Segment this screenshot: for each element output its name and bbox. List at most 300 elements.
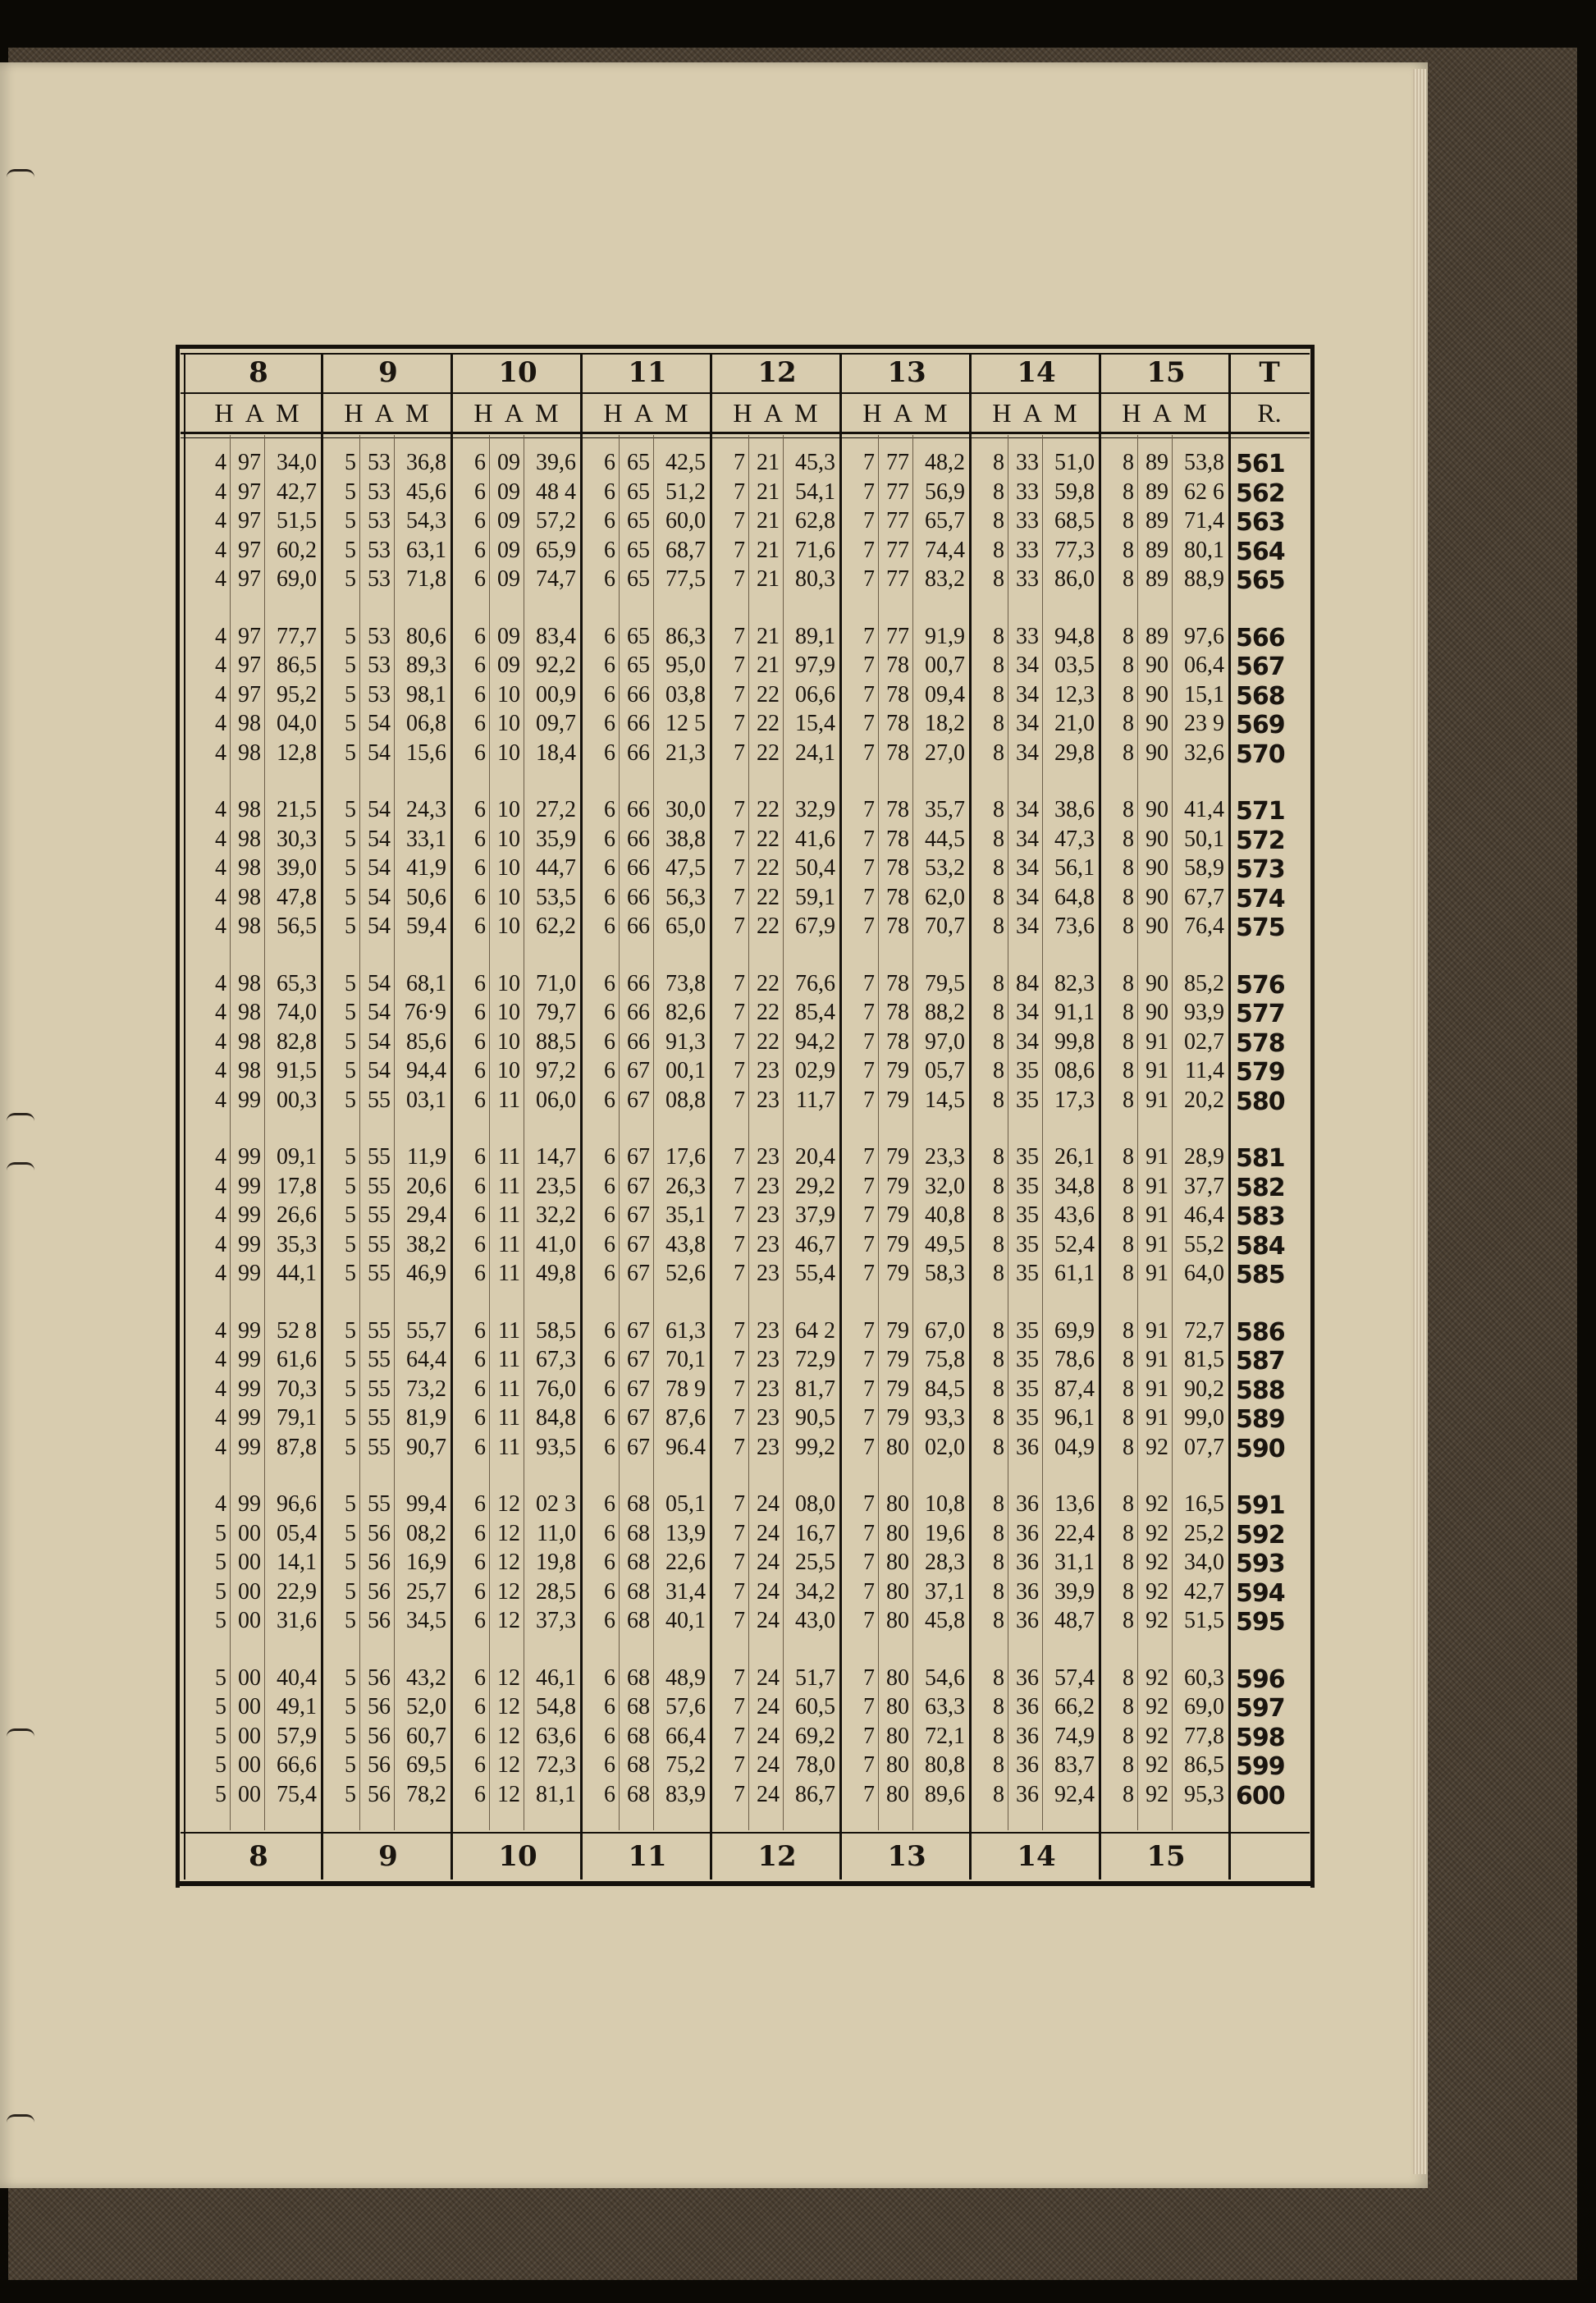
hour-value: 7 (734, 1723, 745, 1749)
second-value: 86,5 (1184, 1752, 1224, 1778)
second-value: 18,4 (536, 739, 576, 766)
second-value: 23,5 (536, 1173, 576, 1199)
minute-value: 56 (368, 1752, 391, 1778)
hour-value: 5 (345, 1723, 356, 1749)
column-separator (1228, 353, 1231, 1879)
second-value: 09,4 (925, 681, 965, 707)
minute-value: 35 (1016, 1405, 1039, 1431)
minute-value: 10 (497, 739, 520, 766)
minute-value: 22 (757, 855, 780, 881)
second-value: 74,7 (536, 566, 576, 592)
table-bottom-border-outer (176, 1881, 1315, 1886)
hour-value: 4 (215, 1376, 226, 1402)
minute-value: 98 (238, 1028, 261, 1055)
hour-value: 7 (863, 1608, 875, 1633)
row-number-r: 568 (1236, 681, 1285, 711)
second-value: 05,4 (277, 1520, 317, 1546)
second-value: 21,0 (1054, 711, 1095, 736)
second-value: 13,9 (665, 1520, 706, 1546)
second-value: 54,8 (536, 1694, 576, 1719)
minute-value: 54 (368, 884, 391, 910)
ham-subheader: H A M (214, 398, 303, 428)
ham-subheader: H A M (473, 398, 562, 428)
minute-value: 12 (497, 1608, 520, 1633)
row-number-r: 578 (1236, 1028, 1285, 1058)
minute-value: 10 (497, 913, 520, 939)
hour-value: 6 (604, 1664, 615, 1691)
second-value: 31,4 (665, 1578, 706, 1605)
second-value: 91,1 (1054, 1000, 1095, 1025)
hour-value: 6 (604, 623, 615, 649)
minute-value: 22 (757, 970, 780, 996)
hour-value: 4 (215, 1317, 226, 1344)
hour-value: 8 (1123, 566, 1134, 592)
second-value: 32,6 (1184, 739, 1224, 766)
second-value: 84,5 (925, 1376, 965, 1402)
hour-value: 7 (863, 1781, 875, 1807)
second-value: 43,0 (795, 1608, 835, 1633)
second-value: 99,0 (1184, 1405, 1224, 1431)
second-value: 76,4 (1184, 913, 1224, 939)
minute-value: 53 (368, 537, 391, 563)
hour-value: 5 (215, 1723, 226, 1749)
second-value: 53,5 (536, 884, 576, 910)
row-number-r: 576 (1236, 970, 1285, 1000)
second-value: 83,2 (925, 566, 965, 592)
hour-value: 7 (734, 1000, 745, 1025)
column-number-footer: 15 (1146, 1840, 1186, 1873)
minute-value: 33 (1016, 623, 1039, 649)
minute-value: 00 (238, 1694, 261, 1719)
second-value: 00,1 (665, 1058, 706, 1083)
minute-value: 99 (238, 1491, 261, 1517)
minute-value: 23 (757, 1261, 780, 1286)
hour-value: 6 (474, 1405, 486, 1431)
minute-value: 92 (1146, 1752, 1168, 1778)
hour-value: 4 (215, 913, 226, 939)
hour-value: 7 (863, 1578, 875, 1605)
hour-value: 8 (993, 1173, 1004, 1199)
hour-value: 7 (734, 1491, 745, 1517)
second-value: 58,9 (1184, 855, 1224, 881)
minute-value: 90 (1146, 1000, 1168, 1025)
minute-value: 36 (1016, 1723, 1039, 1749)
minute-value: 34 (1016, 797, 1039, 822)
hour-value: 6 (474, 623, 486, 649)
hour-value: 6 (604, 1317, 615, 1344)
hour-value: 8 (993, 1550, 1004, 1575)
minute-value: 92 (1146, 1491, 1168, 1517)
minute-value: 78 (886, 652, 909, 678)
second-value: 11,0 (537, 1520, 576, 1546)
second-value: 22,4 (1054, 1520, 1095, 1546)
minute-value: 67 (627, 1261, 650, 1286)
minute-value: 90 (1146, 681, 1168, 707)
minute-value: 68 (627, 1694, 650, 1719)
hour-value: 7 (863, 1434, 875, 1460)
minute-value: 55 (368, 1202, 391, 1228)
hour-value: 5 (345, 970, 356, 996)
second-value: 67,7 (1184, 884, 1224, 910)
minute-value: 53 (368, 566, 391, 592)
minute-value: 09 (497, 566, 520, 592)
minute-value: 99 (238, 1202, 261, 1228)
hour-value: 8 (1123, 1723, 1134, 1749)
minute-value: 10 (497, 1058, 520, 1083)
hour-value: 7 (734, 1144, 745, 1170)
hour-value: 4 (215, 797, 226, 822)
second-value: 78,2 (406, 1781, 446, 1807)
second-value: 76,0 (536, 1376, 576, 1402)
hour-value: 6 (474, 1578, 486, 1605)
hour-value: 7 (734, 1664, 745, 1691)
second-value: 99,4 (406, 1491, 446, 1517)
hour-value: 5 (215, 1608, 226, 1633)
second-value: 69,5 (406, 1752, 446, 1778)
hour-value: 6 (474, 1752, 486, 1778)
second-value: 81,9 (406, 1405, 446, 1431)
hour-value: 7 (863, 1550, 875, 1575)
hour-value: 7 (734, 566, 745, 592)
second-value: 60,0 (665, 508, 706, 533)
second-value: 54,6 (925, 1664, 965, 1691)
second-value: 51,2 (665, 478, 706, 505)
hour-value: 5 (345, 1376, 356, 1402)
second-value: 11,4 (1185, 1058, 1224, 1083)
last-column-mark: T (1259, 356, 1280, 389)
second-value: 99,8 (1054, 1028, 1095, 1055)
hour-value: 8 (993, 1317, 1004, 1344)
minute-value: 11 (498, 1317, 520, 1344)
hour-value: 4 (215, 1261, 226, 1286)
minute-value: 54 (368, 826, 391, 852)
hour-value: 8 (1123, 1144, 1134, 1170)
hour-value: 8 (1123, 1434, 1134, 1460)
row-number-r: 585 (1236, 1261, 1285, 1289)
second-value: 98,1 (406, 681, 446, 707)
minute-value: 80 (886, 1664, 909, 1691)
hour-value: 7 (734, 1405, 745, 1431)
hour-value: 6 (474, 797, 486, 822)
row-number-r: 564 (1236, 537, 1285, 566)
minute-value: 66 (627, 884, 650, 910)
minute-value: 11 (498, 1376, 520, 1402)
column-number-footer: 14 (1017, 1840, 1056, 1873)
hour-value: 7 (734, 652, 745, 678)
row-number-r: 566 (1236, 623, 1285, 652)
minute-value: 12 (497, 1578, 520, 1605)
second-value: 14,7 (536, 1144, 576, 1170)
minute-value: 99 (238, 1347, 261, 1372)
minute-value: 90 (1146, 855, 1168, 881)
second-value: 65,7 (925, 508, 965, 533)
second-value: 61,1 (1054, 1261, 1095, 1286)
hour-value: 7 (863, 1202, 875, 1228)
minute-value: 24 (757, 1752, 780, 1778)
second-value: 77,8 (1184, 1723, 1224, 1749)
hour-value: 7 (863, 1261, 875, 1286)
hour-value: 4 (215, 1491, 226, 1517)
hour-value: 4 (215, 826, 226, 852)
minute-value: 21 (757, 623, 780, 649)
hour-value: 8 (1123, 652, 1134, 678)
second-value: 95,3 (1184, 1781, 1224, 1807)
second-value: 51,5 (277, 508, 317, 533)
minute-value: 34 (1016, 913, 1039, 939)
minute-value: 79 (886, 1261, 909, 1286)
minute-value: 53 (368, 450, 391, 475)
minute-value: 55 (368, 1173, 391, 1199)
minute-value: 97 (238, 681, 261, 707)
hour-value: 8 (1123, 1202, 1134, 1228)
second-value: 03,8 (665, 681, 706, 707)
minute-value: 09 (497, 478, 520, 505)
row-number-r: 600 (1236, 1781, 1285, 1811)
row-number-r: 574 (1236, 884, 1285, 913)
hour-value: 5 (215, 1752, 226, 1778)
second-value: 61,3 (665, 1317, 706, 1344)
hour-value: 7 (863, 1694, 875, 1719)
second-value: 02,0 (925, 1434, 965, 1460)
hour-value: 8 (993, 1491, 1004, 1517)
hour-value: 8 (993, 1608, 1004, 1633)
minute-value: 36 (1016, 1550, 1039, 1575)
second-value: 15,1 (1184, 681, 1224, 707)
second-value: 73,8 (665, 970, 706, 996)
second-value: 12 5 (665, 711, 706, 736)
second-value: 70,7 (925, 913, 965, 939)
column-number-header: 10 (498, 356, 537, 389)
hour-value: 8 (993, 1405, 1004, 1431)
minute-value: 84 (1016, 970, 1039, 996)
row-number-r: 577 (1236, 1000, 1285, 1028)
hour-value: 8 (993, 681, 1004, 707)
second-value: 51,5 (1184, 1608, 1224, 1633)
second-value: 46,7 (795, 1231, 835, 1257)
hour-value: 7 (863, 1491, 875, 1517)
minute-value: 36 (1016, 1664, 1039, 1691)
r-label: R. (1257, 398, 1282, 428)
hour-value: 4 (215, 1000, 226, 1025)
second-value: 51,0 (1054, 450, 1095, 475)
hour-value: 5 (345, 711, 356, 736)
ham-subheader: H A M (733, 398, 821, 428)
second-value: 88,9 (1184, 566, 1224, 592)
second-value: 30,0 (665, 797, 706, 822)
minute-value: 24 (757, 1608, 780, 1633)
minute-value: 34 (1016, 1000, 1039, 1025)
second-value: 41,0 (536, 1231, 576, 1257)
second-value: 54,3 (406, 508, 446, 533)
column-number-header: 15 (1146, 356, 1186, 389)
minute-value: 56 (368, 1781, 391, 1807)
hour-value: 7 (734, 508, 745, 533)
minute-value: 98 (238, 739, 261, 766)
minute-value: 79 (886, 1058, 909, 1083)
minute-value: 22 (757, 826, 780, 852)
minute-value: 97 (238, 450, 261, 475)
minute-value: 55 (368, 1376, 391, 1402)
minute-value: 78 (886, 797, 909, 822)
minute-value: 80 (886, 1781, 909, 1807)
hour-value: 8 (1123, 913, 1134, 939)
hour-value: 5 (345, 1058, 356, 1083)
hour-value: 6 (474, 1608, 486, 1633)
second-value: 34,5 (406, 1608, 446, 1633)
minute-value: 56 (368, 1694, 391, 1719)
second-value: 37,9 (795, 1202, 835, 1228)
minute-value: 34 (1016, 739, 1039, 766)
minute-value: 98 (238, 884, 261, 910)
second-value: 04,9 (1054, 1434, 1095, 1460)
minute-value: 55 (368, 1491, 391, 1517)
hour-value: 7 (863, 1520, 875, 1546)
hour-value: 6 (604, 681, 615, 707)
row-number-r: 587 (1236, 1347, 1285, 1376)
minute-value: 79 (886, 1347, 909, 1372)
second-value: 59,4 (406, 913, 446, 939)
second-value: 81,5 (1184, 1347, 1224, 1372)
minute-value: 24 (757, 1723, 780, 1749)
table-right-border (1310, 345, 1315, 1888)
minute-value: 92 (1146, 1608, 1168, 1633)
hour-value: 8 (1123, 1376, 1134, 1402)
minute-value: 21 (757, 652, 780, 678)
second-value: 47,8 (277, 884, 317, 910)
minute-value: 00 (238, 1608, 261, 1633)
hour-value: 7 (734, 1752, 745, 1778)
second-value: 96.4 (665, 1434, 706, 1460)
hour-value: 8 (1123, 884, 1134, 910)
second-value: 87,8 (277, 1434, 317, 1460)
minute-value: 23 (757, 1376, 780, 1402)
minute-value: 10 (497, 797, 520, 822)
hour-value: 4 (215, 1028, 226, 1055)
second-value: 68,1 (406, 970, 446, 996)
minute-value: 11 (498, 1144, 520, 1170)
hour-value: 8 (1123, 1608, 1134, 1633)
minute-value: 12 (497, 1491, 520, 1517)
second-value: 77,5 (665, 566, 706, 592)
second-value: 75,8 (925, 1347, 965, 1372)
second-value: 63,1 (406, 537, 446, 563)
second-value: 34,0 (277, 450, 317, 475)
minute-value: 11 (498, 1173, 520, 1199)
hour-value: 6 (474, 1781, 486, 1807)
minute-value: 79 (886, 1376, 909, 1402)
hour-value: 6 (474, 652, 486, 678)
second-value: 93,3 (925, 1405, 965, 1431)
minute-value: 54 (368, 1028, 391, 1055)
row-number-r: 563 (1236, 508, 1285, 537)
minute-value: 90 (1146, 826, 1168, 852)
hour-value: 5 (345, 623, 356, 649)
minute-value: 78 (886, 855, 909, 881)
hour-value: 7 (863, 884, 875, 910)
minute-value: 92 (1146, 1723, 1168, 1749)
minute-value: 00 (238, 1723, 261, 1749)
hour-value: 6 (604, 1491, 615, 1517)
hour-value: 4 (215, 1231, 226, 1257)
second-value: 10,8 (925, 1491, 965, 1517)
second-value: 00,9 (536, 681, 576, 707)
row-number-r: 584 (1236, 1231, 1285, 1261)
second-value: 32,2 (536, 1202, 576, 1228)
column-number-footer: 11 (628, 1840, 667, 1873)
second-value: 60,5 (795, 1694, 835, 1719)
hour-value: 7 (863, 1000, 875, 1025)
second-value: 79,5 (925, 970, 965, 996)
second-value: 64 2 (795, 1317, 835, 1344)
minute-value: 90 (1146, 711, 1168, 736)
hour-value: 5 (215, 1664, 226, 1691)
hour-value: 7 (734, 1261, 745, 1286)
hour-value: 4 (215, 623, 226, 649)
minute-value: 11 (498, 1202, 520, 1228)
minute-value: 67 (627, 1347, 650, 1372)
hour-value: 6 (604, 450, 615, 475)
hour-value: 6 (604, 1376, 615, 1402)
hour-value: 7 (734, 537, 745, 563)
hour-value: 7 (863, 1405, 875, 1431)
minute-value: 22 (757, 681, 780, 707)
hour-value: 6 (474, 826, 486, 852)
minute-value: 68 (627, 1578, 650, 1605)
hour-value: 7 (734, 1347, 745, 1372)
minute-value: 80 (886, 1550, 909, 1575)
hour-value: 6 (474, 855, 486, 881)
hour-value: 8 (993, 826, 1004, 852)
second-value: 53,2 (925, 855, 965, 881)
minute-value: 99 (238, 1231, 261, 1257)
hour-value: 8 (993, 1058, 1004, 1083)
minute-value: 65 (627, 566, 650, 592)
second-value: 75,4 (277, 1781, 317, 1807)
hour-value: 8 (993, 1781, 1004, 1807)
second-value: 08,0 (795, 1491, 835, 1517)
row-number-r: 583 (1236, 1202, 1285, 1231)
second-value: 50,6 (406, 884, 446, 910)
minute-value: 23 (757, 1405, 780, 1431)
second-value: 22,9 (277, 1578, 317, 1605)
minute-value: 23 (757, 1173, 780, 1199)
second-value: 02,9 (795, 1058, 835, 1083)
minute-value: 89 (1146, 537, 1168, 563)
minute-value: 65 (627, 508, 650, 533)
second-value: 19,6 (925, 1520, 965, 1546)
minute-value: 12 (497, 1664, 520, 1691)
minute-value: 97 (238, 652, 261, 678)
second-value: 39,0 (277, 855, 317, 881)
second-value: 88,5 (536, 1028, 576, 1055)
minute-value: 54 (368, 711, 391, 736)
minute-value: 65 (627, 623, 650, 649)
hour-value: 8 (1123, 1491, 1134, 1517)
minute-value: 98 (238, 913, 261, 939)
minute-value: 90 (1146, 884, 1168, 910)
minute-value: 91 (1146, 1144, 1168, 1170)
minute-value: 66 (627, 711, 650, 736)
hour-value: 6 (474, 537, 486, 563)
second-value: 59,1 (795, 884, 835, 910)
second-value: 68,7 (665, 537, 706, 563)
subcolumn-separator (394, 435, 395, 1830)
second-value: 42,7 (277, 478, 317, 505)
hour-value: 5 (345, 537, 356, 563)
hour-value: 6 (604, 537, 615, 563)
minute-value: 09 (497, 450, 520, 475)
second-value: 72,7 (1184, 1317, 1224, 1344)
